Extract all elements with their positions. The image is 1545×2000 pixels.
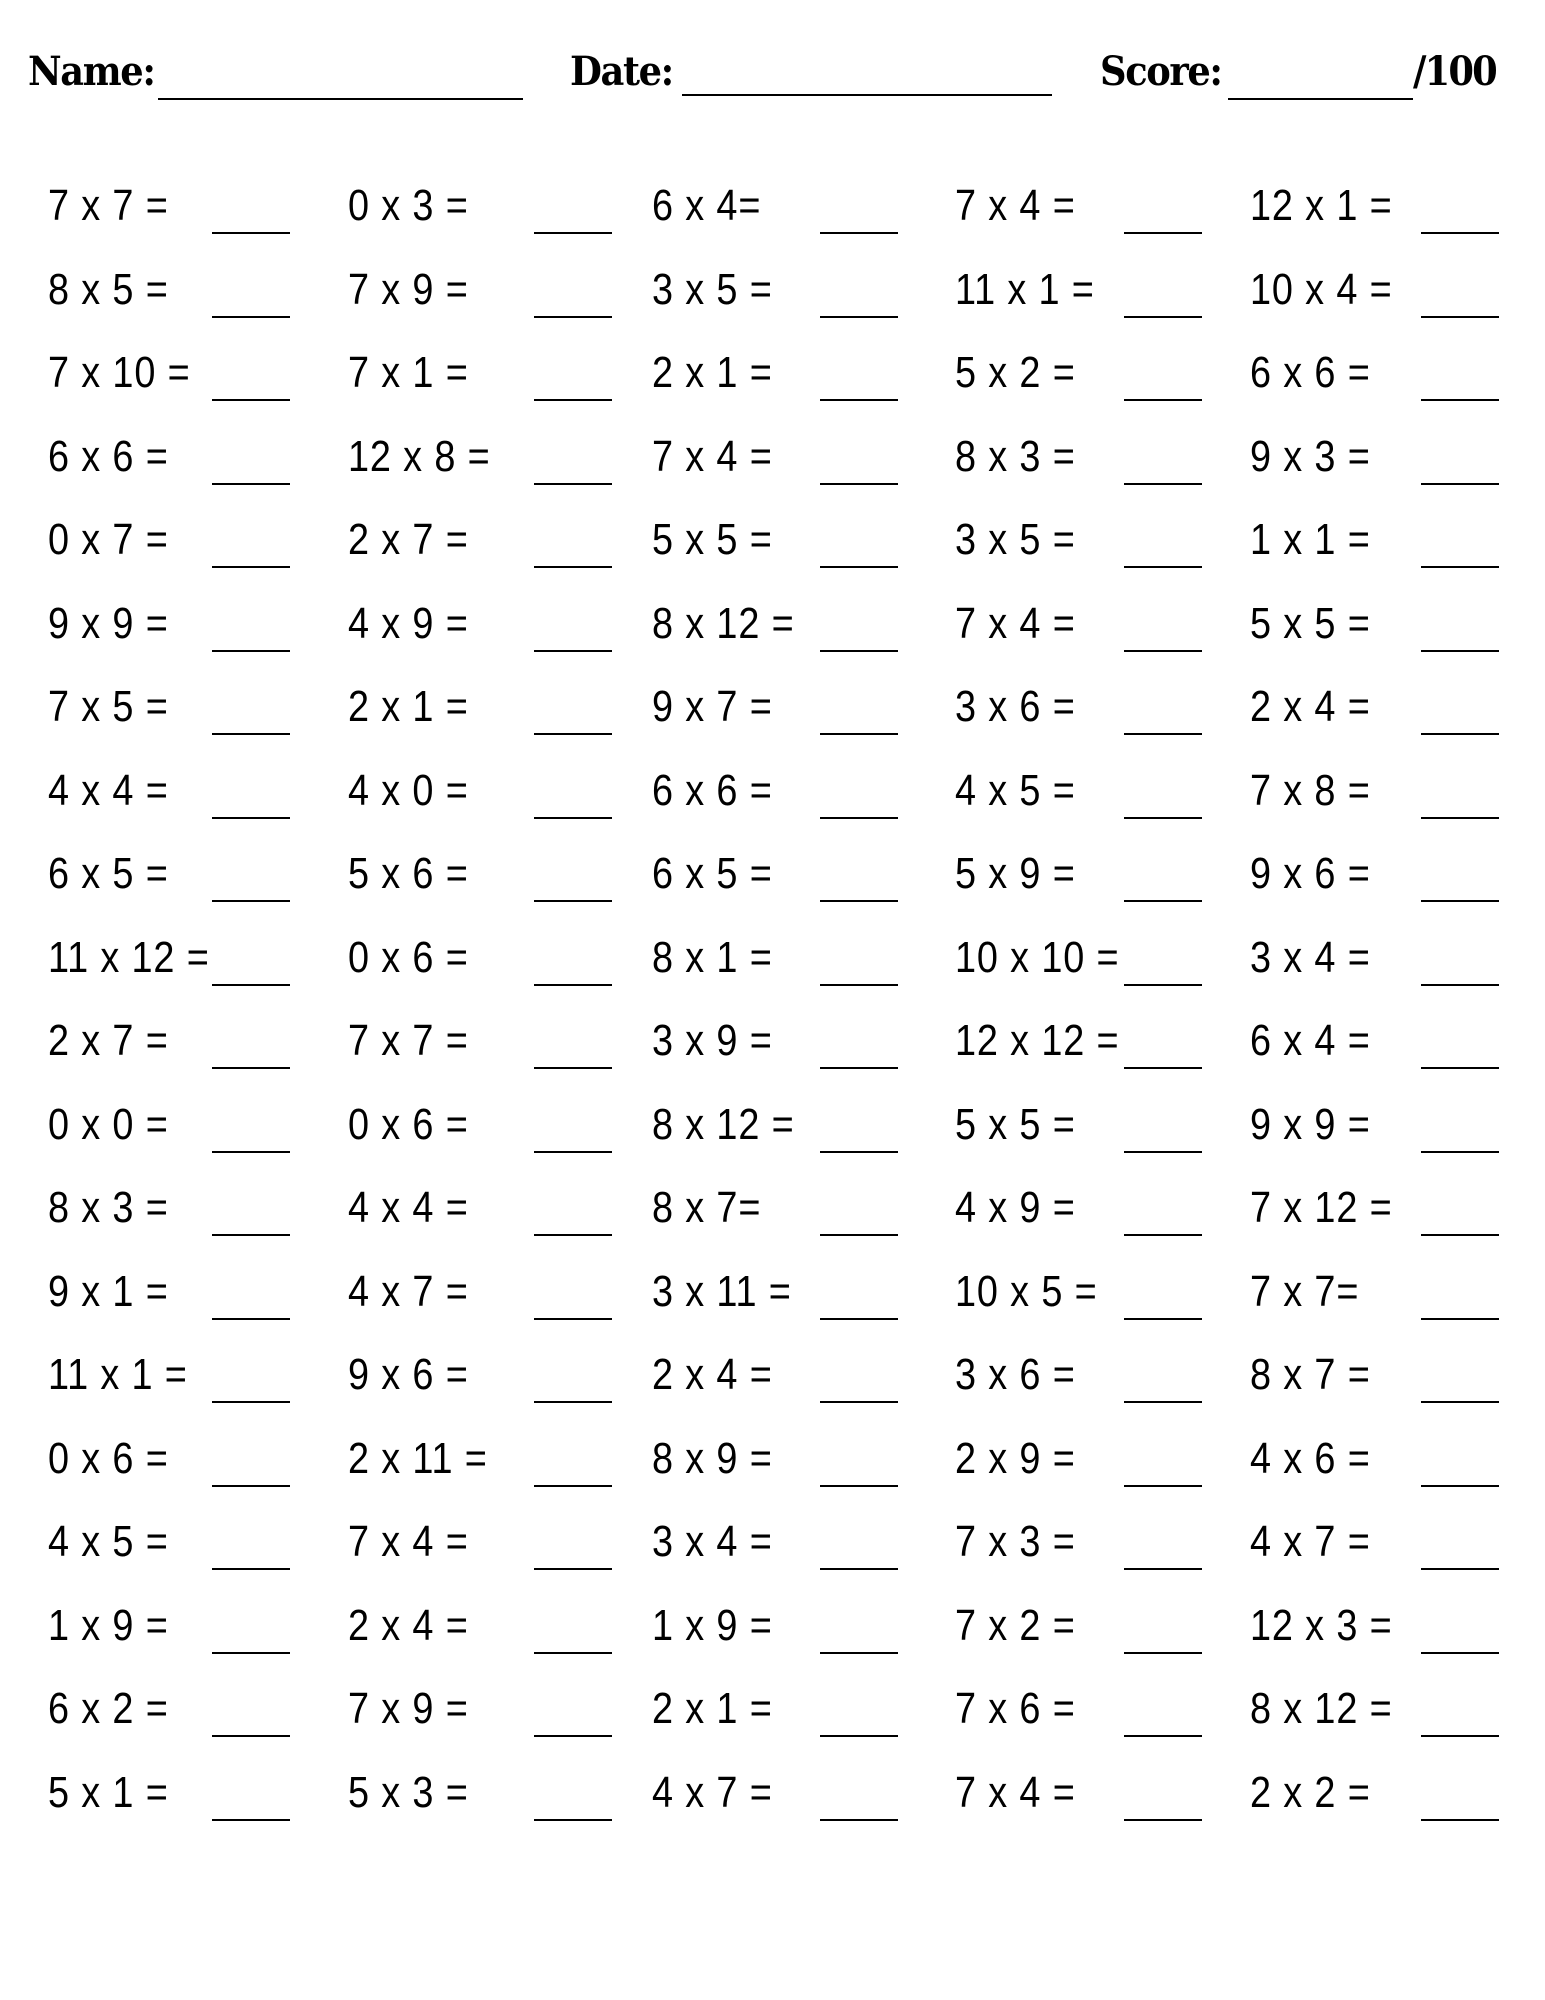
problem-row: [0, 1757, 1545, 1841]
problem-expression: 7 x 9 =: [348, 1684, 469, 1733]
problem-expression: 7 x 4 =: [955, 181, 1076, 230]
answer-blank[interactable]: [1421, 1652, 1499, 1654]
answer-blank[interactable]: [1421, 1735, 1499, 1737]
problem-row: [0, 755, 1545, 839]
problem-row: [0, 504, 1545, 588]
score-label: Score:: [1100, 48, 1222, 95]
answer-blank[interactable]: [1124, 1652, 1202, 1654]
answer-blank[interactable]: [820, 1568, 898, 1570]
problem-expression: 11 x 12 =: [48, 932, 210, 982]
problem-expression: 3 x 11 =: [652, 1266, 792, 1316]
score-total: /100: [1413, 48, 1497, 95]
problem-row: [0, 1506, 1545, 1590]
answer-blank[interactable]: [534, 1318, 612, 1320]
problem-expression: 7 x 4 =: [955, 1767, 1076, 1817]
problem-expression: 3 x 9 =: [652, 1016, 773, 1065]
answer-blank[interactable]: [1124, 232, 1202, 234]
problem-expression: 4 x 7 =: [348, 1266, 469, 1316]
problem-expression: 10 x 10 =: [955, 932, 1120, 982]
problem-expression: 2 x 4 =: [348, 1600, 469, 1650]
problem-row: [0, 1005, 1545, 1089]
answer-blank[interactable]: [820, 984, 898, 986]
answer-blank[interactable]: [534, 1652, 612, 1654]
problem-row: [0, 838, 1545, 922]
answer-blank[interactable]: [1421, 316, 1499, 318]
problem-expression: 2 x 1 =: [652, 348, 773, 397]
problem-expression: 2 x 4 =: [652, 1350, 773, 1399]
problem-expression: 12 x 8 =: [348, 431, 491, 481]
problem-expression: 1 x 1 =: [1250, 515, 1371, 564]
problem-expression: 2 x 11 =: [348, 1433, 488, 1483]
answer-blank[interactable]: [1124, 1401, 1202, 1403]
answer-blank[interactable]: [820, 1819, 898, 1821]
answer-blank[interactable]: [534, 650, 612, 652]
problem-expression: 2 x 4 =: [1250, 682, 1371, 731]
problem-expression: 7 x 8 =: [1250, 765, 1371, 815]
answer-blank[interactable]: [534, 1735, 612, 1737]
problem-expression: 8 x 12 =: [652, 1099, 795, 1149]
problem-expression: 6 x 6 =: [48, 431, 169, 481]
problem-expression: 4 x 9 =: [348, 598, 469, 648]
problem-row: [0, 1089, 1545, 1173]
answer-blank[interactable]: [534, 1819, 612, 1821]
problem-expression: 1 x 9 =: [652, 1600, 773, 1650]
answer-blank[interactable]: [1124, 1067, 1202, 1069]
answer-blank[interactable]: [820, 650, 898, 652]
problem-expression: 12 x 1 =: [1250, 181, 1393, 230]
problem-row: [0, 170, 1545, 254]
problem-expression: 2 x 7 =: [48, 1016, 169, 1065]
problem-expression: 5 x 5 =: [652, 515, 773, 564]
answer-blank[interactable]: [1421, 733, 1499, 735]
date-label: Date:: [570, 48, 673, 95]
problem-expression: 5 x 1 =: [48, 1767, 169, 1817]
problem-expression: 8 x 9 =: [652, 1433, 773, 1483]
answer-blank[interactable]: [1421, 399, 1499, 401]
answer-blank[interactable]: [1124, 900, 1202, 902]
problem-expression: 8 x 5 =: [48, 264, 169, 314]
answer-blank[interactable]: [820, 1652, 898, 1654]
problem-expression: 5 x 5 =: [1250, 598, 1371, 648]
problem-expression: 9 x 6 =: [348, 1350, 469, 1399]
problem-expression: 6 x 5 =: [48, 849, 169, 898]
problem-expression: 5 x 3 =: [348, 1767, 469, 1817]
name-field: [28, 34, 523, 100]
answer-blank[interactable]: [1421, 1819, 1499, 1821]
problem-expression: 7 x 4 =: [652, 431, 773, 481]
answer-blank[interactable]: [1124, 1819, 1202, 1821]
answer-blank[interactable]: [820, 483, 898, 485]
answer-blank[interactable]: [820, 1234, 898, 1236]
problem-expression: 3 x 6 =: [955, 1350, 1076, 1399]
problem-expression: 6 x 4 =: [1250, 1016, 1371, 1065]
problem-row: [0, 588, 1545, 672]
answer-blank[interactable]: [1124, 399, 1202, 401]
answer-blank[interactable]: [820, 817, 898, 819]
answer-blank[interactable]: [820, 232, 898, 234]
answer-blank[interactable]: [1124, 733, 1202, 735]
problem-expression: 9 x 9 =: [1250, 1099, 1371, 1149]
problem-expression: 5 x 5 =: [955, 1099, 1076, 1149]
problem-expression: 5 x 2 =: [955, 348, 1076, 397]
answer-blank[interactable]: [534, 1485, 612, 1487]
name-input-line[interactable]: [158, 97, 523, 100]
problem-expression: 1 x 9 =: [48, 1600, 169, 1650]
answer-blank[interactable]: [820, 566, 898, 568]
problem-expression: 5 x 6 =: [348, 849, 469, 898]
problem-expression: 8 x 3 =: [48, 1183, 169, 1232]
problem-row: [0, 1256, 1545, 1340]
date-input-line[interactable]: [682, 93, 1052, 96]
answer-blank[interactable]: [1421, 1401, 1499, 1403]
problem-expression: 7 x 2 =: [955, 1600, 1076, 1650]
problem-expression: 0 x 7 =: [48, 515, 169, 564]
problem-expression: 9 x 1 =: [48, 1266, 169, 1316]
problem-expression: 8 x 3 =: [955, 431, 1076, 481]
answer-blank[interactable]: [534, 1401, 612, 1403]
problem-expression: 4 x 5 =: [48, 1517, 169, 1566]
problem-row: [0, 254, 1545, 338]
answer-blank[interactable]: [1124, 1318, 1202, 1320]
answer-blank[interactable]: [1124, 1234, 1202, 1236]
answer-blank[interactable]: [1421, 1234, 1499, 1236]
answer-blank[interactable]: [1421, 232, 1499, 234]
problem-expression: 9 x 7 =: [652, 682, 773, 731]
problem-expression: 3 x 5 =: [652, 264, 773, 314]
answer-blank[interactable]: [820, 1735, 898, 1737]
answer-blank[interactable]: [1124, 650, 1202, 652]
answer-blank[interactable]: [1124, 1568, 1202, 1570]
problem-expression: 7 x 7 =: [48, 181, 169, 230]
problem-grid: [0, 170, 1545, 1840]
problem-expression: 4 x 7 =: [1250, 1517, 1371, 1566]
problem-row: [0, 922, 1545, 1006]
answer-blank[interactable]: [820, 1067, 898, 1069]
answer-blank[interactable]: [820, 1151, 898, 1153]
problem-expression: 3 x 4 =: [652, 1517, 773, 1566]
problem-expression: 9 x 9 =: [48, 598, 169, 648]
problem-row: [0, 1673, 1545, 1757]
answer-blank[interactable]: [1124, 984, 1202, 986]
answer-blank[interactable]: [534, 1067, 612, 1069]
problem-expression: 8 x 12 =: [1250, 1684, 1393, 1733]
answer-blank[interactable]: [820, 1318, 898, 1320]
answer-blank[interactable]: [534, 1234, 612, 1236]
problem-expression: 8 x 7 =: [1250, 1350, 1371, 1399]
problem-expression: 4 x 4 =: [48, 765, 169, 815]
answer-blank[interactable]: [534, 232, 612, 234]
problem-expression: 4 x 0 =: [348, 765, 469, 815]
problem-expression: 7 x 10 =: [48, 348, 191, 397]
problem-expression: 7 x 1 =: [348, 348, 469, 397]
answer-blank[interactable]: [820, 1401, 898, 1403]
answer-blank[interactable]: [1421, 650, 1499, 652]
problem-expression: 6 x 4=: [652, 181, 762, 230]
answer-blank[interactable]: [1421, 1151, 1499, 1153]
answer-blank[interactable]: [1421, 1568, 1499, 1570]
name-label: Name:: [28, 48, 155, 95]
answer-blank[interactable]: [1124, 1151, 1202, 1153]
problem-expression: 4 x 9 =: [955, 1183, 1076, 1232]
problem-expression: 7 x 4 =: [348, 1517, 469, 1566]
problem-expression: 8 x 1 =: [652, 932, 773, 982]
answer-blank[interactable]: [534, 817, 612, 819]
problem-expression: 3 x 6 =: [955, 682, 1076, 731]
problem-row: [0, 1172, 1545, 1256]
problem-expression: 2 x 1 =: [652, 1684, 773, 1733]
problem-row: [0, 1339, 1545, 1423]
problem-expression: 9 x 6 =: [1250, 849, 1371, 898]
problem-expression: 11 x 1 =: [955, 264, 1095, 314]
answer-blank[interactable]: [820, 900, 898, 902]
answer-blank[interactable]: [820, 316, 898, 318]
answer-blank[interactable]: [534, 900, 612, 902]
problem-expression: 7 x 5 =: [48, 682, 169, 731]
problem-expression: 10 x 4 =: [1250, 264, 1393, 314]
score-field: [1100, 34, 1503, 100]
problem-expression: 4 x 7 =: [652, 1767, 773, 1817]
answer-blank[interactable]: [1421, 984, 1499, 986]
answer-blank[interactable]: [1421, 1318, 1499, 1320]
answer-blank[interactable]: [1124, 316, 1202, 318]
problem-row: [0, 337, 1545, 421]
problem-expression: 3 x 4 =: [1250, 932, 1371, 982]
problem-expression: 6 x 2 =: [48, 1684, 169, 1733]
answer-blank[interactable]: [820, 733, 898, 735]
problem-expression: 7 x 7=: [1250, 1266, 1360, 1316]
problem-expression: 7 x 12 =: [1250, 1183, 1393, 1232]
answer-blank[interactable]: [534, 566, 612, 568]
problem-expression: 5 x 9 =: [955, 849, 1076, 898]
answer-blank[interactable]: [1124, 1735, 1202, 1737]
answer-blank[interactable]: [1421, 1067, 1499, 1069]
date-field: [570, 34, 1052, 100]
score-input-line[interactable]: [1228, 97, 1413, 100]
worksheet-header: [0, 34, 1545, 104]
answer-blank[interactable]: [1124, 483, 1202, 485]
problem-expression: 8 x 7=: [652, 1183, 762, 1232]
answer-blank[interactable]: [534, 984, 612, 986]
answer-blank[interactable]: [1124, 1485, 1202, 1487]
answer-blank[interactable]: [1421, 817, 1499, 819]
problem-expression: 0 x 6 =: [348, 1099, 469, 1149]
problem-expression: 12 x 12 =: [955, 1016, 1120, 1065]
problem-expression: 4 x 6 =: [1250, 1433, 1371, 1483]
problem-expression: 0 x 0 =: [48, 1099, 169, 1149]
problem-row: [0, 1590, 1545, 1674]
problem-expression: 2 x 9 =: [955, 1433, 1076, 1483]
answer-blank[interactable]: [1124, 817, 1202, 819]
problem-row: [0, 1423, 1545, 1507]
answer-blank[interactable]: [534, 1151, 612, 1153]
problem-expression: 7 x 7 =: [348, 1016, 469, 1065]
problem-expression: 0 x 6 =: [48, 1433, 169, 1483]
problem-expression: 10 x 5 =: [955, 1266, 1098, 1316]
problem-expression: 6 x 6 =: [1250, 348, 1371, 397]
answer-blank[interactable]: [1421, 566, 1499, 568]
answer-blank[interactable]: [1124, 566, 1202, 568]
problem-expression: 3 x 5 =: [955, 515, 1076, 564]
problem-expression: 2 x 2 =: [1250, 1767, 1371, 1817]
problem-expression: 7 x 4 =: [955, 598, 1076, 648]
answer-blank[interactable]: [534, 399, 612, 401]
answer-blank[interactable]: [820, 399, 898, 401]
answer-blank[interactable]: [1421, 483, 1499, 485]
problem-expression: 6 x 6 =: [652, 765, 773, 815]
answer-blank[interactable]: [820, 1485, 898, 1487]
problem-row: [0, 671, 1545, 755]
problem-expression: 4 x 4 =: [348, 1183, 469, 1232]
problem-expression: 0 x 6 =: [348, 932, 469, 982]
problem-expression: 2 x 7 =: [348, 515, 469, 564]
answer-blank[interactable]: [1421, 1485, 1499, 1487]
problem-expression: 2 x 1 =: [348, 682, 469, 731]
problem-expression: 7 x 3 =: [955, 1517, 1076, 1566]
problem-expression: 7 x 9 =: [348, 264, 469, 314]
problem-expression: 9 x 3 =: [1250, 431, 1371, 481]
problem-expression: 4 x 5 =: [955, 765, 1076, 815]
problem-expression: 8 x 12 =: [652, 598, 795, 648]
problem-expression: 7 x 6 =: [955, 1684, 1076, 1733]
answer-blank[interactable]: [534, 733, 612, 735]
problem-expression: 6 x 5 =: [652, 849, 773, 898]
answer-blank[interactable]: [534, 483, 612, 485]
answer-blank[interactable]: [1421, 900, 1499, 902]
problem-expression: 0 x 3 =: [348, 181, 469, 230]
problem-expression: 12 x 3 =: [1250, 1600, 1393, 1650]
answer-blank[interactable]: [534, 316, 612, 318]
answer-blank[interactable]: [534, 1568, 612, 1570]
problem-row: [0, 421, 1545, 505]
problem-expression: 11 x 1 =: [48, 1350, 188, 1399]
